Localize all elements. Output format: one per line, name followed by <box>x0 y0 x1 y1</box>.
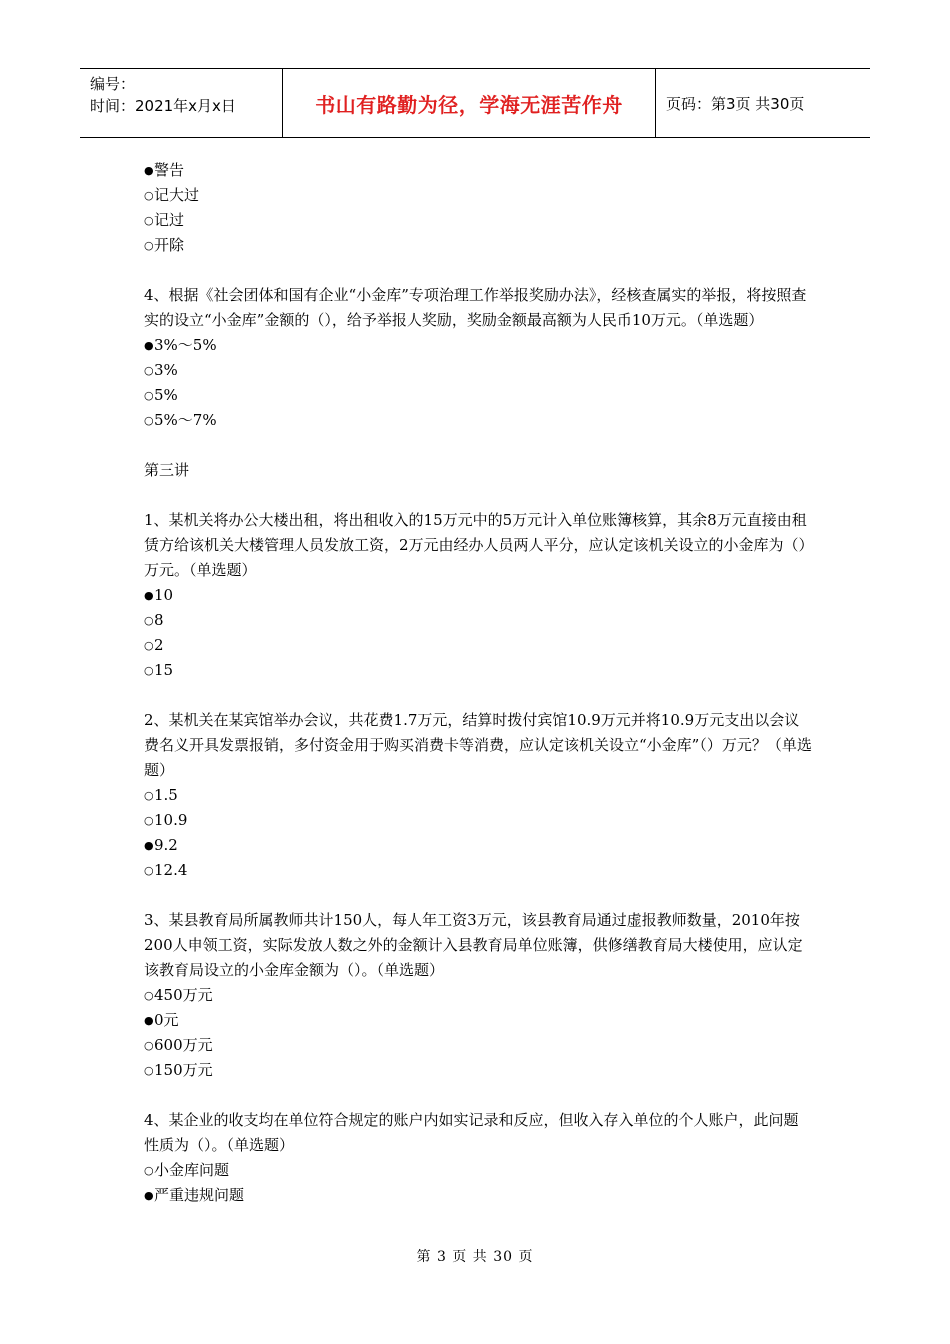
unselected-radio-icon: ○ <box>144 1064 154 1077</box>
option-item <box>144 783 812 808</box>
option-item <box>144 333 812 358</box>
option-item <box>144 608 812 633</box>
header-motto: 书山有路勤为径，学海无涯苦作舟 <box>315 92 623 117</box>
option-label: 5% <box>154 386 178 404</box>
option-item <box>144 233 812 258</box>
option-list <box>144 1158 812 1208</box>
selected-radio-icon: ● <box>144 164 154 177</box>
option-label: 0元 <box>154 1011 179 1029</box>
option-item <box>144 633 812 658</box>
option-list <box>144 983 812 1083</box>
option-label: 3% <box>154 361 178 379</box>
page-header <box>80 68 870 138</box>
option-label: 9.2 <box>154 836 178 854</box>
option-item <box>144 1183 812 1208</box>
unselected-radio-icon: ○ <box>144 1164 154 1177</box>
selected-radio-icon: ● <box>144 589 154 602</box>
option-item <box>144 1158 812 1183</box>
option-item <box>144 183 812 208</box>
option-label: 150万元 <box>154 1061 213 1079</box>
option-label: 1.5 <box>154 786 178 804</box>
option-label: 警告 <box>154 161 185 179</box>
page-content <box>144 158 812 1233</box>
option-item <box>144 1058 812 1083</box>
header-page-cell <box>656 69 870 137</box>
option-item <box>144 583 812 608</box>
selected-radio-icon: ● <box>144 339 154 352</box>
option-label: 10 <box>154 586 174 604</box>
option-item <box>144 383 812 408</box>
option-item <box>144 833 812 858</box>
unselected-radio-icon: ○ <box>144 614 154 627</box>
question-block-s3q2 <box>144 708 812 883</box>
header-meta <box>80 69 282 137</box>
unselected-radio-icon: ○ <box>144 789 154 802</box>
option-label: 5%～7% <box>154 411 217 429</box>
document-number-label: 编号： <box>90 75 136 93</box>
option-item <box>144 408 812 433</box>
unselected-radio-icon: ○ <box>144 1039 154 1052</box>
option-label: 开除 <box>154 236 185 254</box>
option-label: 小金库问题 <box>154 1161 230 1179</box>
option-label: 2 <box>154 636 164 654</box>
question-text: 4、某企业的收支均在单位符合规定的账户内如实记录和反应，但收入存入单位的个人账户，此问题性质为（）。（单选题） <box>144 1111 799 1154</box>
unselected-radio-icon: ○ <box>144 864 154 877</box>
question-block-s3q1 <box>144 508 812 683</box>
option-item <box>144 658 812 683</box>
option-label: 记大过 <box>154 186 200 204</box>
section-title: 第三讲 <box>144 461 190 479</box>
unselected-radio-icon: ○ <box>144 814 154 827</box>
unselected-radio-icon: ○ <box>144 189 154 202</box>
option-item <box>144 358 812 383</box>
option-label: 12.4 <box>154 861 188 879</box>
question-block-q4 <box>144 283 812 433</box>
option-label: 8 <box>154 611 164 629</box>
question-block-s3q4 <box>144 1108 812 1208</box>
question-block-s3q3 <box>144 908 812 1083</box>
option-item <box>144 983 812 1008</box>
unselected-radio-icon: ○ <box>144 214 154 227</box>
option-item <box>144 1008 812 1033</box>
selected-radio-icon: ● <box>144 1189 154 1202</box>
option-list <box>144 333 812 433</box>
selected-radio-icon: ● <box>144 1014 154 1027</box>
option-list <box>144 783 812 883</box>
question-text: 2、某机关在某宾馆举办会议，共花费1.7万元，结算时拨付宾馆10.9万元并将10.9万元支出以会议费名义开具发票报销，多付资金用于购买消费卡等消费，应认定该机关设立“小金库”（）万元？（单选题） <box>144 711 812 779</box>
header-page-number: 页码：第3页 共30页 <box>666 94 805 113</box>
unselected-radio-icon: ○ <box>144 639 154 652</box>
option-item <box>144 1033 812 1058</box>
unselected-radio-icon: ○ <box>144 364 154 377</box>
option-item <box>144 858 812 883</box>
option-label: 3%～5% <box>154 336 217 354</box>
document-date-label: 时间：2021年x月x日 <box>90 97 236 115</box>
question-text: 1、某机关将办公大楼出租，将出租收入的15万元中的5万元计入单位账簿核算，其余8万元直接由租赁方给该机关大楼管理人员发放工资，2万元由经办人员两人平分，应认定该机关设立的小金库为（）万元。（单选题） <box>144 511 807 579</box>
option-label: 450万元 <box>154 986 213 1004</box>
option-item <box>144 208 812 233</box>
question-block-previous <box>144 158 812 258</box>
option-label: 600万元 <box>154 1036 213 1054</box>
option-label: 10.9 <box>154 811 188 829</box>
option-label: 记过 <box>154 211 185 229</box>
selected-radio-icon: ● <box>144 839 154 852</box>
option-label: 15 <box>154 661 174 679</box>
unselected-radio-icon: ○ <box>144 664 154 677</box>
page-footer: 第 3 页 共 30 页 <box>416 1249 534 1265</box>
option-label: 严重违规问题 <box>154 1186 245 1204</box>
unselected-radio-icon: ○ <box>144 414 154 427</box>
question-text: 4、根据《社会团体和国有企业“小金库”专项治理工作举报奖励办法》，经核查属实的举报，将按照查实的设立“小金库”金额的（），给予举报人奖励，奖励金额最高额为人民币10万元。（单选题） <box>144 286 807 329</box>
option-item <box>144 808 812 833</box>
option-item <box>144 158 812 183</box>
unselected-radio-icon: ○ <box>144 389 154 402</box>
option-list <box>144 583 812 683</box>
header-motto-cell <box>282 69 656 137</box>
question-text: 3、某县教育局所属教师共计150人，每人年工资3万元，该县教育局通过虚报教师数量，2010年按200人申领工资，实际发放人数之外的金额计入县教育局单位账簿，供修缮教育局大楼使用，应认定该教育局设立的小金库金额为（）。（单选题） <box>144 911 803 979</box>
unselected-radio-icon: ○ <box>144 239 154 252</box>
unselected-radio-icon: ○ <box>144 989 154 1002</box>
